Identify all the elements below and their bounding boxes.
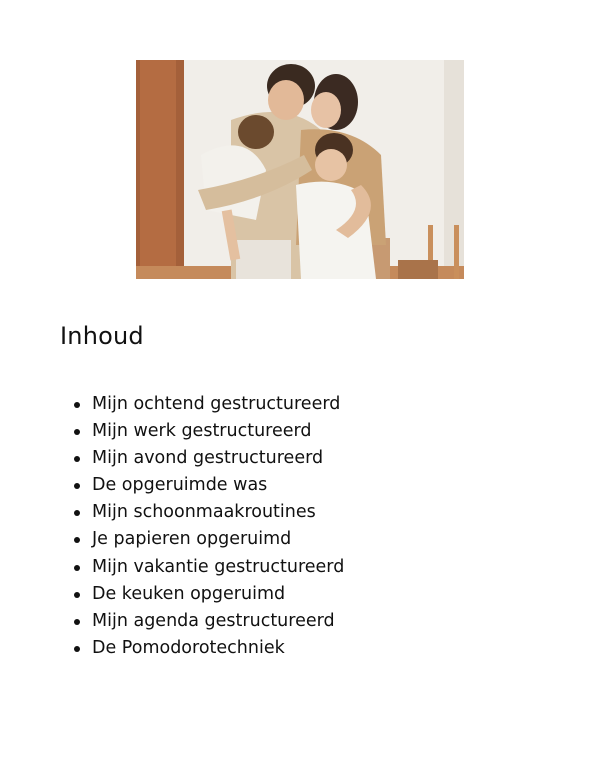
toc-item-label: De keuken opgeruimd: [92, 583, 286, 604]
bullet-icon: [74, 483, 80, 489]
page-title: Inhoud: [60, 322, 144, 350]
toc-item-label: Mijn schoonmaakroutines: [92, 502, 316, 523]
bullet-icon: [74, 456, 80, 462]
toc-item-label: Mijn ochtend gestructureerd: [92, 394, 341, 414]
toc-item: [92, 554, 344, 581]
bullet-icon: [74, 537, 80, 543]
toc-item: [92, 499, 344, 526]
toc-item-label: De Pomodorotechniek: [92, 637, 285, 658]
toc-item: [92, 418, 344, 445]
toc-item-label: Mijn avond gestructureerd: [92, 448, 324, 469]
bullet-icon: [74, 592, 80, 598]
toc-item: [92, 526, 344, 553]
bullet-icon: [74, 429, 80, 435]
toc-item: [92, 472, 344, 499]
toc-item-label: Mijn vakantie gestructureerd: [92, 556, 345, 577]
toc-item: [92, 635, 344, 662]
toc-item-label: De opgeruimde was: [92, 475, 268, 496]
toc-item: [92, 445, 344, 472]
toc-item-label: Je papieren opgeruimd: [92, 529, 292, 550]
bullet-icon: [74, 510, 80, 516]
bullet-icon: [74, 402, 80, 408]
toc-item: [92, 391, 344, 418]
family-photo: [136, 60, 464, 279]
bullet-icon: [74, 619, 80, 625]
toc-item: [92, 608, 344, 635]
bullet-icon: [74, 565, 80, 571]
table-of-contents: [92, 391, 344, 662]
toc-item-label: Mijn agenda gestructureerd: [92, 610, 335, 631]
toc-item-label: Mijn werk gestructureerd: [92, 421, 312, 442]
toc-item: [92, 581, 344, 608]
bullet-icon: [74, 646, 80, 652]
